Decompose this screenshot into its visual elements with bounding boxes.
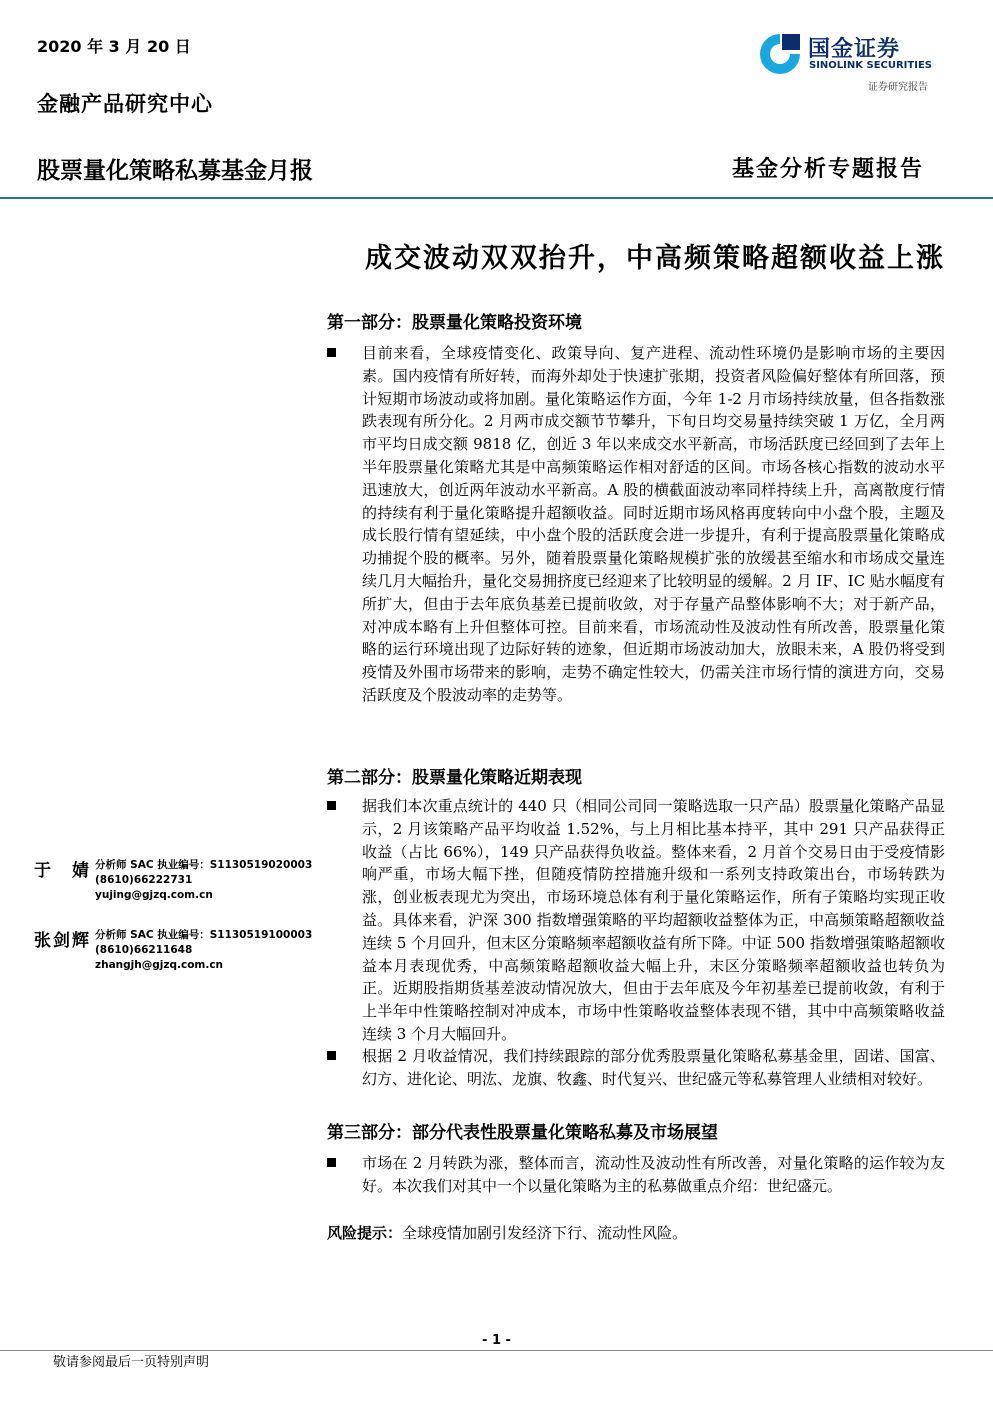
risk-warning xyxy=(327,1222,687,1243)
analyst-phone: (8610)66222731 xyxy=(95,874,193,886)
bullet-paragraph xyxy=(327,342,945,707)
report-category-label: 证券研究报告 xyxy=(868,82,928,93)
section-heading: 第三部分：部分代表性股票量化策略私募及市场展望 xyxy=(327,1123,718,1143)
logo-english-name: SINOLINK SECURITIES xyxy=(809,60,932,71)
analyst-name: 于 婧 xyxy=(34,861,91,881)
analyst-phone: (8610)66211648 xyxy=(95,944,193,956)
header-divider xyxy=(0,197,993,199)
bullet-paragraph xyxy=(327,795,945,1046)
paragraph-text: 根据 2 月收益情况，我们持续跟踪的部分优秀股票量化策略私募基金里，固诺、国富、幻方、进化论、明汯、龙旗、牧鑫、时代复兴、世纪盛元等私募管理人业绩相对较好。 xyxy=(362,1047,945,1088)
paragraph-text: 目前来看，全球疫情变化、政策导向、复产进程、流动性环境仍是影响市场的主要因素。国内疫情有所好转，而海外却处于快速扩张期，投资者风险偏好整体有所回落，预计短期市场波动或将加剧。量化策略运作方面，今年 1-2 月市场持续放量，但各指数涨跌表现有所分化。2 月两市成交额节节攀升，下旬日均交易量持续突破 1 万亿，全月两市平均日成交额 9818 亿，创近 3 年以来成交水平新高，市场活跃度已经回到了去年上半年股票量化策略尤其是中高频策略运作相对舒适的区间。市场各核心指数的波动水平迅速放大，创近两年波动水平新高。A 股的横截面波动率同样持续上升，高离散度行情的持续有利于量化策略提升超额收益。同时近期市场风格再度转向中小盘个股，主题及成长股行情有望延续，中小盘个股的活跃度会进一步提升，有利于提高股票量化策略成功捕捉个股的概率。另外，随着股票量化策略规模扩张的放缓甚至缩水和市场成交量连续几月大幅抬升，量化交易拥挤度已经迎来了比较明显的缓解。2 月 IF、IC 贴水幅度有所扩大，但由于去年底负基差已提前收敛，对于存量产品整体影响不大；对于新产品，对冲成本略有上升但整体可控。目前来看，市场流动性及波动性有所改善，股票量化策略的运行环境出现了边际好转的迹象，但近期市场波动加大，放眼未来，A 股仍将受到疫情及外围市场带来的影响，走势不确定性较大，仍需关注市场行情的演进方向，交易活跃度及个股波动率的走势等。 xyxy=(362,344,945,704)
page-number: - 1 - xyxy=(482,1333,511,1348)
analyst-contact xyxy=(95,928,312,973)
section-heading: 第二部分：股票量化策略近期表现 xyxy=(327,768,582,788)
report-series-title: 股票量化策略私募基金月报 xyxy=(37,158,313,184)
analyst-cert: 分析师 SAC 执业编号：S1130519100003 xyxy=(95,929,313,941)
analyst-cert: 分析师 SAC 执业编号：S1130519020003 xyxy=(95,859,313,871)
bullet-square-icon xyxy=(327,348,336,357)
main-title: 成交波动双双抬升，中高频策略超额收益上涨 xyxy=(365,243,945,274)
section-heading: 第一部分：股票量化策略投资环境 xyxy=(327,313,582,333)
bullet-square-icon xyxy=(327,1158,336,1167)
bullet-square-icon xyxy=(327,801,336,810)
logo-mark-icon xyxy=(756,30,804,78)
analyst-name: 张剑辉 xyxy=(34,931,91,951)
analyst-contact xyxy=(95,858,312,903)
bullet-square-icon xyxy=(327,1051,336,1060)
research-center-name: 金融产品研究中心 xyxy=(37,91,213,116)
logo-chinese-name: 国金证券 xyxy=(808,37,901,62)
bullet-paragraph xyxy=(327,1152,945,1198)
risk-label: 风险提示： xyxy=(327,1224,403,1242)
report-date: 2020 年 3 月 20 日 xyxy=(37,37,191,56)
bullet-paragraph xyxy=(327,1045,945,1091)
company-logo xyxy=(756,28,946,78)
paragraph-text: 据我们本次重点统计的 440 只（相同公司同一策略选取一只产品）股票量化策略产品显示，2 月该策略产品平均收益 1.52%，与上月相比基本持平，其中 291 只产品获得正收益（占比 66%），149 只产品获得负收益。整体来看，2 月首个交易日由于受疫情影响严重，市场大幅下挫，但随疫情防控措施升级和一系列支持政策出台，市场转跌为涨，创业板表现尤为突出，市场环境总体有利于量化策略运作，所有子策略均实现正收益。具体来看，沪深 300 指数增强策略的平均超额收益整体为正，中高频策略超额收益连续 5 个月回升，但末区分策略频率超额收益有所下降。中证 500 指数增强策略超额收益本月表现优秀，中高频策略超额收益大幅上升，末区分策略频率超额收益也转负为正。近期股指期货基差波动情况放大，但由于去年底及今年初基差已提前收敛，有利于上半年中性策略控制对冲成本，市场中性策略收益整体表现不错，其中中高频策略收益连续 3 个月大幅回升。 xyxy=(362,797,945,1043)
analyst-email[interactable]: yujing@gjzq.com.cn xyxy=(95,889,213,901)
disclaimer-note: 敬请参阅最后一页特别声明 xyxy=(53,1355,210,1370)
report-type-label: 基金分析专题报告 xyxy=(732,156,925,182)
analyst-email[interactable]: zhangjh@gjzq.com.cn xyxy=(95,959,224,971)
paragraph-text: 市场在 2 月转跌为涨，整体而言，流动性及波动性有所改善，对量化策略的运作较为友好。本次我们对其中一个以量化策略为主的私募做重点介绍：世纪盛元。 xyxy=(362,1154,945,1195)
risk-text: 全球疫情加剧引发经济下行、流动性风险。 xyxy=(402,1224,688,1242)
